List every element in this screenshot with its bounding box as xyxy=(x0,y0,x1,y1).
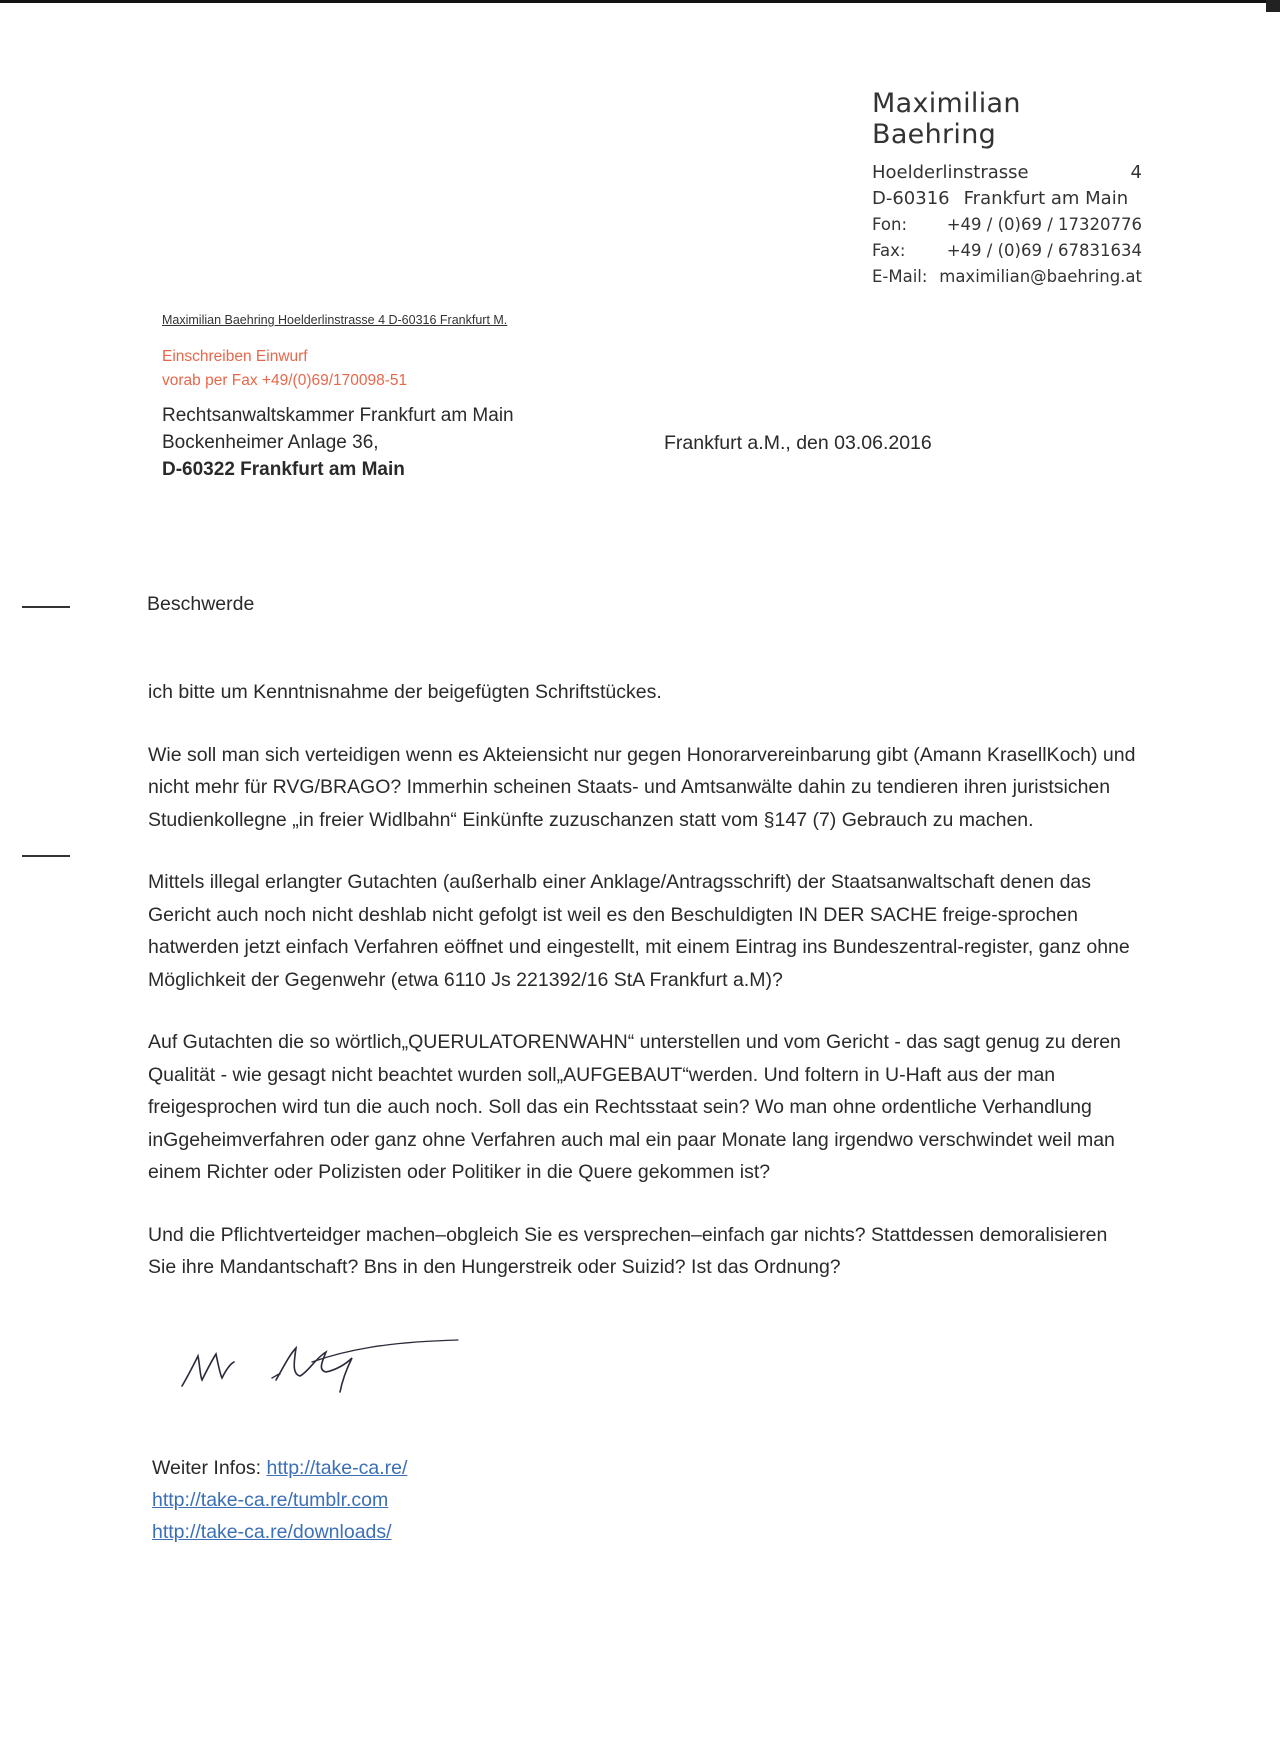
link-downloads[interactable]: http://take-ca.re/downloads/ xyxy=(152,1521,392,1543)
email-label: E-Mail: xyxy=(872,267,928,286)
body-paragraph: Wie soll man sich verteidigen wenn es Akteiensicht nur gegen Honorarvereinbarung gibt (Amann KrasellKoch) und nicht mehr für RVG/BRAGO? Immerhin scheinen Staats- und Amtsanwälte dahin zu tendieren ihren juristsichen Studienkollegne „in freier Widlbahn“ Einkünfte zuzuschanzen statt vom §147 (7) Gebrauch zu machen. xyxy=(148,743,1136,831)
fax-label: Fax: xyxy=(872,241,906,260)
further-info xyxy=(152,1452,407,1548)
sender-street: Hoelderlinstrasse xyxy=(872,162,1029,183)
sender-city-line xyxy=(872,186,1142,212)
sender-house-number: 4 xyxy=(1130,162,1142,183)
recipient-address xyxy=(162,402,514,483)
fon-label: Fon: xyxy=(872,215,908,234)
sender-zip: D-60316 xyxy=(872,188,950,209)
fold-mark-middle xyxy=(22,855,70,857)
body-paragraph: ich bitte um Kenntnisnahme der beigefügten Schriftstückes. xyxy=(148,681,662,703)
subject-line: Beschwerde xyxy=(147,593,255,615)
body-paragraph: Und die Pflichtverteidger machen–obgleich Sie es versprechen–einfach gar nichts? Stattdessen demoralisieren Sie ihre Mandantschaft? Bns in den Hungerstreik oder Suizid? Ist das Ordnung? xyxy=(148,1223,1108,1278)
fon-number: +49 / (0)69 / 17320776 xyxy=(946,215,1142,234)
recipient-line-3: D-60322 Frankfurt am Main xyxy=(162,459,405,480)
body-paragraph: Mittels illegal erlangter Gutachten (außerhalb einer Anklage/Antragsschrift) der Staatsanwaltschaft denen das Gericht auch noch nicht deshlab nicht gefolgt ist weil es den Beschuldigten IN DER SACHE freige-sprochen hatwerden jetzt einfach Verfahren eöffnet und eingestellt, mit einem Eintrag ins Bundeszentral-register, ganz ohne Möglichkeit der Gegenwehr (etwa 6110 Js 221392/16 StA Frankfurt a.M)? xyxy=(148,871,1130,991)
scan-edge xyxy=(1266,0,1280,12)
sender-block xyxy=(872,88,1142,290)
letter-body xyxy=(148,676,1138,1284)
link-take-care[interactable]: http://take-ca.re/ xyxy=(266,1457,408,1479)
link-tumblr[interactable]: http://take-ca.re/tumblr.com xyxy=(152,1489,389,1511)
info-label: Weiter Infos: xyxy=(152,1457,267,1479)
delivery-method: Einschreiben Einwurf xyxy=(162,348,308,365)
delivery-fax: vorab per Fax +49/(0)69/170098-51 xyxy=(162,372,408,389)
sender-email-line xyxy=(872,264,1142,290)
sender-fax-line xyxy=(872,238,1142,264)
sender-name: Maximilian Baehring xyxy=(872,88,1021,150)
body-paragraph: Auf Gutachten die so wörtlich„QUERULATORENWAHN“ unterstellen und vom Gericht - das sagt genug zu deren Qualität - wie gesagt nicht beachtet wurden soll„AUFGEBAUT“werden. Und foltern in U-Haft aus der man freigesprochen wird tun die auch noch. Soll das ein Rechtsstaat sein? Wo man ohne ordentliche Verhandlung inGgeheimverfahren oder ganz ohne Verfahren auch mal ein paar Monate lang irgendwo verschwindet weil man einem Richter oder Polizisten oder Politiker in die Quere gekommen ist? xyxy=(148,1031,1121,1183)
fax-number: +49 / (0)69 / 67831634 xyxy=(946,241,1142,260)
recipient-line-1: Rechtsanwaltskammer Frankfurt am Main xyxy=(162,405,514,426)
handwritten-signature xyxy=(176,1336,466,1406)
sender-street-line xyxy=(872,160,1142,186)
email-address: maximilian@baehring.at xyxy=(939,267,1142,286)
return-address: Maximilian Baehring Hoelderlinstrasse 4 D-60316 Frankfurt M. xyxy=(162,313,508,327)
fold-mark-top xyxy=(22,606,70,608)
sender-fon-line xyxy=(872,212,1142,238)
top-border xyxy=(0,0,1280,3)
sender-city: Frankfurt am Main xyxy=(963,188,1129,209)
recipient-line-2: Bockenheimer Anlage 36, xyxy=(162,432,379,453)
letter-date: Frankfurt a.M., den 03.06.2016 xyxy=(664,432,932,454)
delivery-note xyxy=(162,345,407,393)
